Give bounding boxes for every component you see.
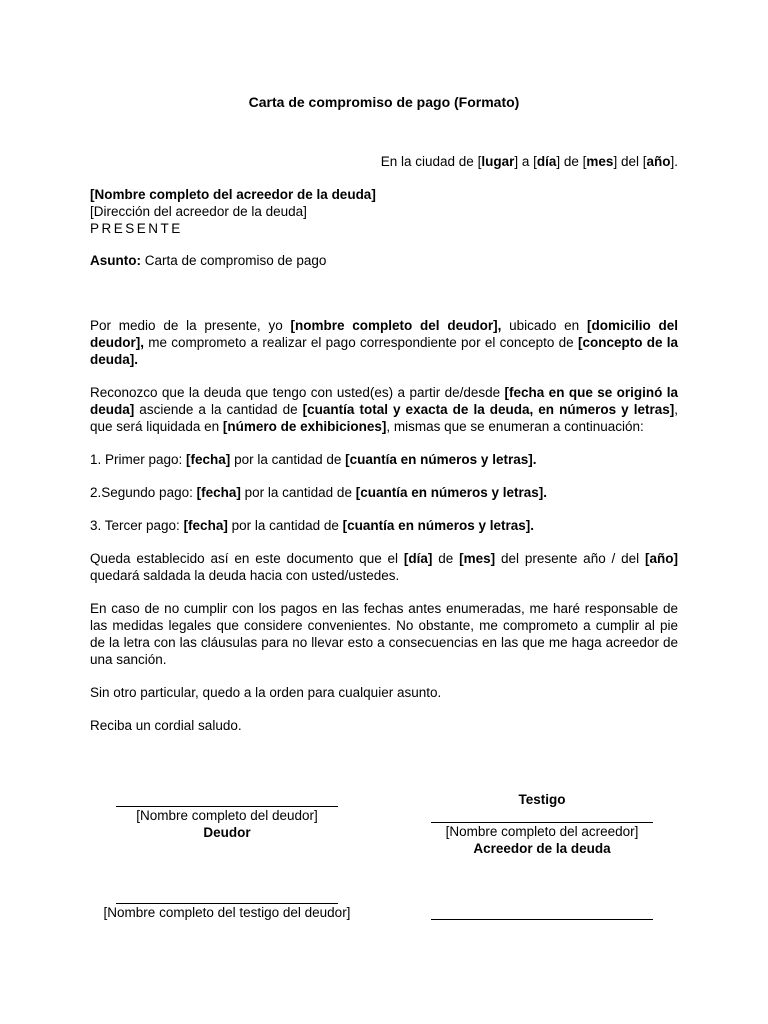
payment-label: 3. Tercer pago:: [90, 518, 184, 533]
paragraph-liability: En caso de no cumplir con los pagos en las fechas antes enumeradas, me haré responsable de las medidas legales que considere convenientes. No obstante, me comprometo a cumplir al pie de la letra con las cláusulas para no llevar esto a consecuencias en las que me haga acreedor de una sanción.: [90, 601, 678, 667]
paragraph-greeting: Reciba un cordial saludo.: [90, 718, 242, 733]
payment-amount-placeholder: [cuantía en números y letras].: [355, 485, 548, 500]
dateline-text: ] de [: [556, 154, 587, 169]
subject-text: Carta de compromiso de pago: [141, 253, 327, 268]
paragraph-text: quedará saldada la deuda hacia con usted/ustedes.: [90, 568, 400, 583]
signature-line: [431, 919, 653, 920]
presente-label: PRESENTE: [90, 221, 183, 236]
subject-label: Asunto:: [90, 253, 141, 268]
dateline: [381, 153, 678, 170]
settlement-day-placeholder: [día]: [403, 551, 433, 566]
paragraph-text: Queda establecido así en este documento que el: [90, 551, 404, 566]
installments-placeholder: [número de exhibiciones]: [222, 419, 387, 434]
paragraph-text: por la cantidad de: [230, 452, 346, 467]
payment-amount-placeholder: [cuantía en números y letras].: [342, 518, 534, 533]
paragraph-text: asciende a la cantidad de: [134, 402, 303, 417]
debt-concept-placeholder: [concepto de la deuda].: [90, 335, 679, 367]
paragraph-text: por la cantidad de: [240, 485, 356, 500]
dateline-year: año: [646, 154, 671, 169]
paragraph-text: Por medio de la presente, yo: [90, 318, 291, 333]
creditor-signature-role: Acreedor de la deuda: [473, 841, 611, 856]
recipient-address: [Dirección del acreedor de la deuda]: [90, 204, 307, 219]
creditor-signature-block: [431, 791, 653, 857]
paragraph-text: me comprometo a realizar el pago correspondiente por el concepto de: [144, 335, 578, 350]
paragraph-text: por la cantidad de: [227, 518, 343, 533]
payment-item: [90, 484, 678, 501]
paragraph-acknowledgment: [90, 384, 678, 435]
debtor-signature-block: [116, 790, 338, 841]
recipient-block: [90, 186, 376, 237]
witness-heading: Testigo: [518, 792, 566, 807]
paragraph-text: Reconozco que la deuda que tengo con usted(es) a partir de/desde: [90, 385, 505, 400]
payment-item: [90, 451, 678, 468]
subject-line: [90, 252, 326, 269]
dateline-text: ].: [670, 154, 678, 169]
dateline-day: día: [536, 154, 557, 169]
dateline-text: ] a [: [514, 154, 537, 169]
debt-origin-date-placeholder: [fecha en que se originó la deuda]: [90, 385, 678, 417]
creditor-signature-name: [Nombre completo del acreedor]: [445, 824, 639, 839]
payment-label: 1. Primer pago:: [90, 452, 187, 467]
paragraph-intro: [90, 317, 678, 368]
debtor-signature-role: Deudor: [203, 825, 251, 840]
payment-item: [90, 517, 678, 534]
paragraph-text: , mismas que se enumeran a continuación:: [386, 419, 644, 434]
settlement-year-placeholder: [año]: [645, 551, 678, 566]
dateline-text: En la ciudad de [: [380, 154, 482, 169]
debtor-address-placeholder: [domicilio del deudor],: [90, 318, 678, 350]
paragraph-closing: Sin otro particular, quedo a la orden para cualquier asunto.: [90, 685, 442, 700]
debtor-signature-name: [Nombre completo del deudor]: [136, 808, 318, 823]
document-title: Carta de compromiso de pago (Formato): [248, 94, 520, 110]
settlement-month-placeholder: [mes]: [459, 551, 496, 566]
payment-amount-placeholder: [cuantía en números y letras].: [345, 452, 537, 467]
dateline-place: lugar: [481, 154, 515, 169]
dateline-text: ] del [: [613, 154, 647, 169]
debtor-witness-signature-name: [Nombre completo del testigo del deudor]: [103, 905, 351, 920]
paragraph-settlement: [90, 550, 678, 584]
paragraph-text: , que será liquidada en: [90, 402, 678, 434]
creditor-witness-signature-block: [431, 903, 653, 920]
paragraph-text: ubicado en: [501, 318, 587, 333]
debtor-witness-signature-block: [96, 887, 358, 921]
paragraph-text: del presente año / del: [495, 551, 645, 566]
letter-body: [90, 317, 678, 750]
recipient-name: [Nombre completo del acreedor de la deuda]: [90, 187, 376, 202]
debtor-name-placeholder: [nombre completo del deudor],: [290, 318, 502, 333]
payment-label: 2.Segundo pago:: [90, 485, 197, 500]
debt-amount-placeholder: [cuantía total y exacta de la deuda, en números y letras]: [302, 402, 675, 417]
payment-date-placeholder: [fecha]: [183, 518, 228, 533]
paragraph-text: de: [432, 551, 460, 566]
dateline-month: mes: [586, 154, 614, 169]
payment-date-placeholder: [fecha]: [186, 452, 231, 467]
payment-date-placeholder: [fecha]: [196, 485, 241, 500]
